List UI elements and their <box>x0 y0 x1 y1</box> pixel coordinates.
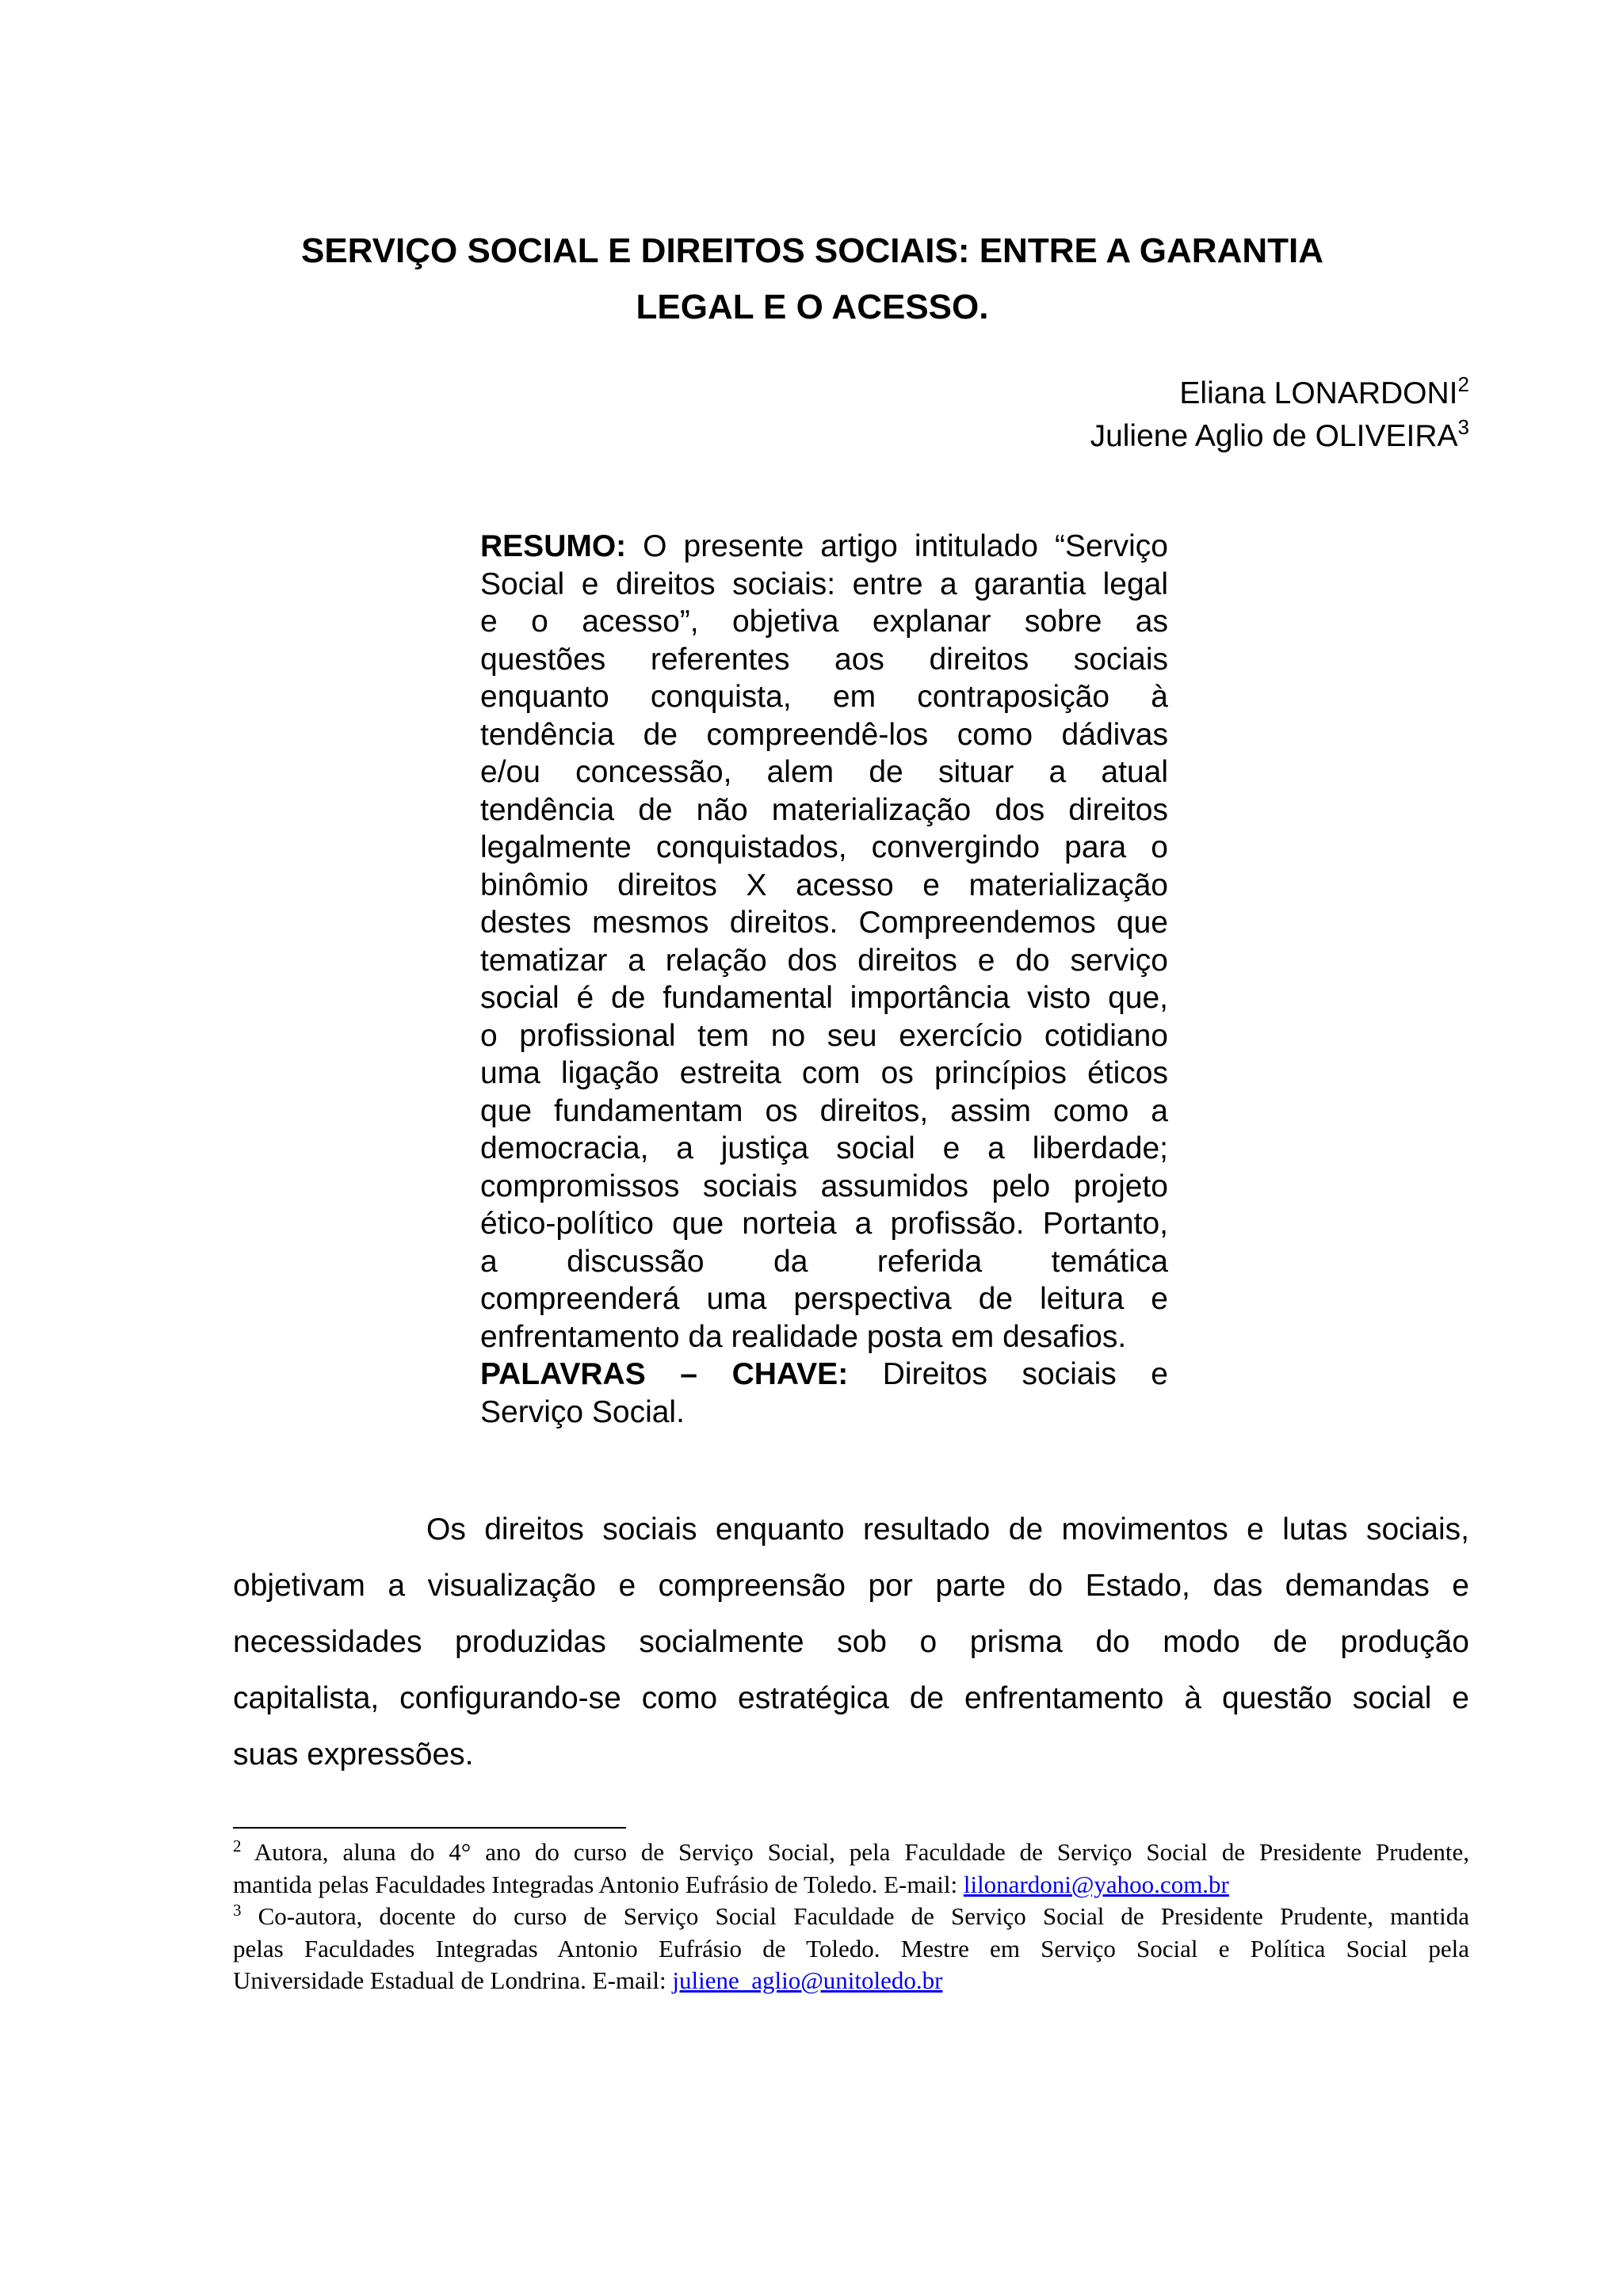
title-line: SERVIÇO SOCIAL E DIREITOS SOCIAIS: ENTRE A GARANTIA <box>300 231 1323 270</box>
keywords-label: PALAVRAS – CHAVE: <box>480 1357 849 1391</box>
footnote-separator <box>233 1827 626 1829</box>
footnote-ref[interactable]: 2 <box>1457 372 1469 396</box>
abstract-line: tematizar a relação dos direitos e do serviço <box>480 943 1168 978</box>
abstract-line: legalmente conquistados, convergindo para o <box>480 830 1168 864</box>
title-line: LEGAL E O ACESSO. <box>636 288 989 326</box>
abstract-line: democracia, a justiça social e a liberdade; <box>480 1131 1168 1165</box>
document-title <box>158 223 1466 335</box>
footnote-line: Universidade Estadual de Londrina. E-mail: juliene_aglio@unitoledo.br <box>233 1966 943 1994</box>
abstract-line: a discussão da referida temática <box>480 1244 1168 1279</box>
footnote-line: $^2$ Autora, aluna do 4° ano do curso de Serviço Social, pela Faculdade de Serviço Social de Presidente Prudente, <box>233 1836 1469 1866</box>
abstract-line: e o acesso”, objetiva explanar sobre as <box>480 605 1168 639</box>
author-name: Eliana LONARDONI$^2$ <box>1179 372 1469 410</box>
footnote-line: pelas Faculdades Integradas Antonio Eufrásio de Toledo. Mestre em Serviço Social e Política Social pela <box>233 1934 1469 1962</box>
keywords-line: Serviço Social. <box>480 1394 685 1429</box>
keywords-line: PALAVRAS – CHAVE: Direitos sociais e <box>480 1357 1168 1391</box>
abstract-line: ético-político que norteia a profissão. Portanto, <box>480 1207 1168 1241</box>
abstract-line: o profissional tem no seu exercício cotidiano <box>480 1018 1168 1053</box>
footnote-line: mantida pelas Faculdades Integradas Antonio Eufrásio de Toledo. E-mail: lilonardoni@yahoo.com.br <box>233 1870 1229 1898</box>
paragraph-line: Os direitos sociais enquanto resultado de movimentos e lutas sociais, <box>426 1512 1469 1547</box>
footnotes <box>233 1836 1469 1997</box>
abstract-line: binômio direitos X acesso e materialização <box>480 868 1168 902</box>
abstract-line: que fundamentam os direitos, assim como a <box>480 1093 1168 1128</box>
email-link[interactable]: juliene_aglio@unitoledo.br <box>672 1966 943 1994</box>
abstract <box>480 528 1168 1431</box>
email-link[interactable]: lilonardoni@yahoo.com.br <box>963 1870 1229 1898</box>
abstract-line: questões referentes aos direitos sociais <box>480 642 1168 677</box>
abstract-line: tendência de não materialização dos direitos <box>480 792 1168 827</box>
paragraph-line: suas expressões. <box>233 1737 474 1772</box>
paragraph-line: capitalista, configurando-se como estratégica de enfrentamento à questão social e <box>233 1681 1469 1715</box>
abstract-line: social é de fundamental importância visto que, <box>480 981 1168 1015</box>
abstract-line: uma ligação estreita com os princípios éticos <box>480 1056 1168 1090</box>
abstract-line: destes mesmos direitos. Compreendemos que <box>480 906 1168 940</box>
footnote-number: 3 <box>233 1901 242 1920</box>
abstract-line: enfrentamento da realidade posta em desafios. <box>480 1319 1127 1354</box>
author-list <box>1090 372 1469 458</box>
abstract-line: enquanto conquista, em contraposição à <box>480 680 1168 714</box>
abstract-line: Social e direitos sociais: entre a garantia legal <box>480 566 1168 601</box>
author-name: Juliene Aglio de OLIVEIRA$^3$ <box>1090 415 1469 453</box>
abstract-label: RESUMO: <box>480 529 627 563</box>
footnote-number: 2 <box>233 1836 242 1855</box>
abstract-line: compromissos sociais assumidos pelo projeto <box>480 1169 1168 1203</box>
abstract-line: tendência de compreendê-los como dádivas <box>480 717 1168 752</box>
paragraph-line: objetivam a visualização e compreensão por parte do Estado, das demandas e <box>233 1569 1469 1603</box>
paragraph-line: necessidades produzidas socialmente sob o prisma do modo de produção <box>233 1625 1469 1659</box>
footnote-ref[interactable]: 3 <box>1457 415 1469 439</box>
abstract-line: RESUMO: O presente artigo intitulado “Serviço <box>480 529 1168 563</box>
abstract-line: e/ou concessão, alem de situar a atual <box>480 755 1168 789</box>
abstract-line: compreenderá uma perspectiva de leitura e <box>480 1282 1168 1316</box>
footnote-line: $^3$ Co-autora, docente do curso de Serviço Social Faculdade de Serviço Social de Presidente Prudente, mantida <box>233 1901 1469 1930</box>
body-paragraph <box>233 1501 1469 1783</box>
